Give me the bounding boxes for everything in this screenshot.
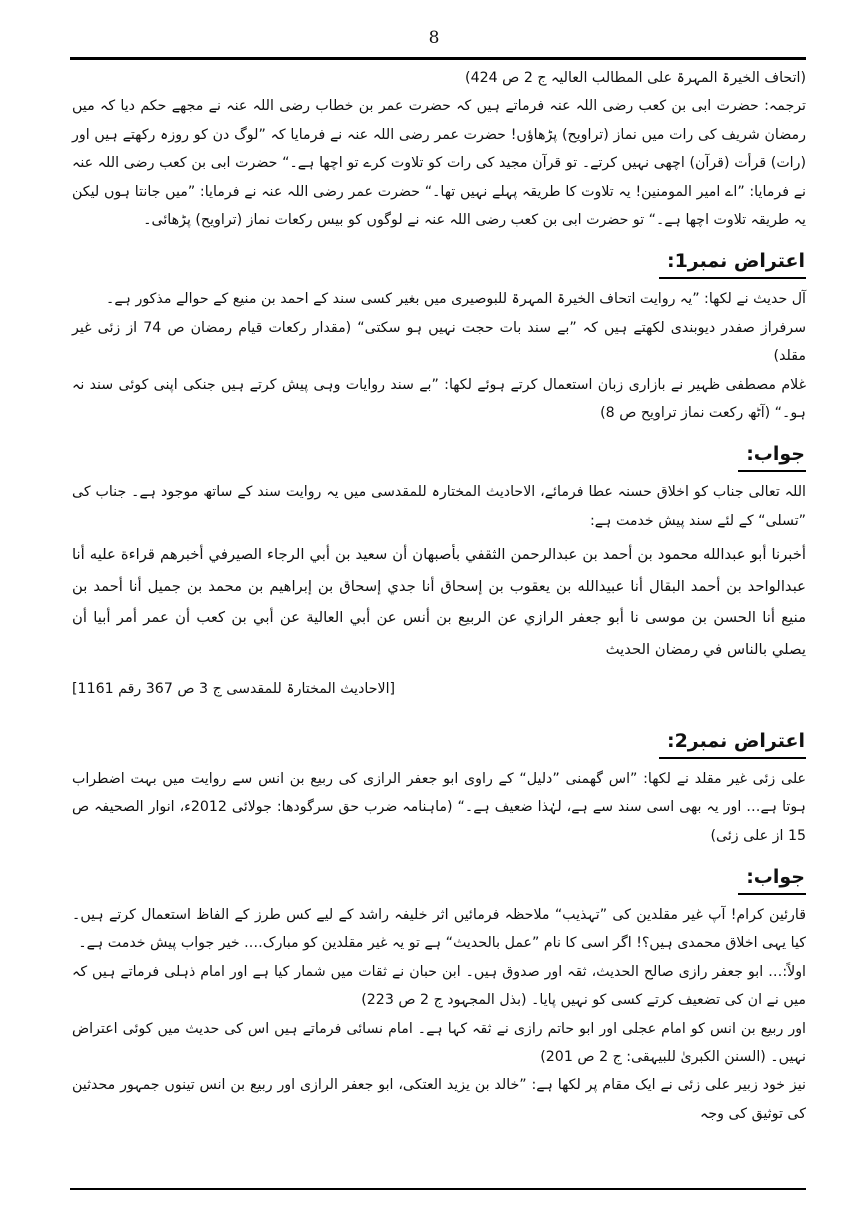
answer-2-paragraph-2: اولاً:… ابو جعفر رازی صالح الحدیث، ثقہ اور صدوق ہیں۔ ابن حبان نے ثقات میں شمار کیا ہے اور امام ذہلی فرماتے ہیں کہ میں نے ان کی تضعیف کرتے کسی کو نہیں پایا۔ (بذل المجہود ج 2 ص 223)	[72, 963, 806, 1009]
answer-2-paragraph-4: نیز خود زبیر علی زئی نے ایک مقام پر لکھا ہے: ”خالد بن یزید العتکی، ابو جعفر الرازی اور ربیع بن انس تینوں جمہور محدثین کی توثیق کی وجہ	[72, 1077, 806, 1122]
objection-1-line-1: آل حدیث نے لکھا: ”یہ روایت اتحاف الخیرۃ المہرۃ للبوصیری میں بغیر کسی سند کے احمد بن منیع کے حوالے مذکور ہے۔	[106, 291, 806, 308]
objection-2-heading: اعتراض نمبر2:	[659, 726, 806, 759]
answer-1-text: اللہ تعالی جناب کو اخلاق حسنہ عطا فرمائے، الاحادیث المختارہ للمقدسی میں یہ روایت سند کے ساتھ موجود ہے۔ جناب کی ”تسلی“ کے لئے سند پیش خدمت ہے:	[72, 484, 806, 529]
header-rule	[70, 57, 806, 60]
answer-2-paragraph-3: اور ربیع بن انس کو امام عجلی اور ابو حاتم رازی نے ثقہ کہا ہے۔ امام نسائی فرماتے ہیں اس کی حدیث میں کوئی اعتراض نہیں۔ (السنن الکبریٰ للبیہقی: ج 2 ص 201)	[72, 1020, 806, 1065]
page-number: 8	[428, 28, 440, 48]
objection-1-line-3: غلام مصطفی ظہیر نے بازاری زبان استعمال کرتے ہوئے لکھا: ”بے سند روایات وہی پیش کرتے ہیں جنکی اپنی کوئی سند نہ ہو۔“ (آٹھ رکعت نماز تراویح ص 8)	[72, 376, 806, 422]
translation-paragraph: ترجمہ: حضرت ابی بن کعب رضی اللہ عنہ فرماتے ہیں کہ حضرت عمر بن خطاب رضی اللہ عنہ نے مجھے حکم دیا کہ میں رمضان شریف کی رات میں نماز (تراویح) پڑھاؤں! حضرت عمر رضی اللہ عنہ نے فرمایا کہ ”لوگ دن کو روزہ رکھتے ہیں اور (رات) قرأت (قرآن) اچھی نہیں کرتے۔ تو قرآن مجید کی رات کو تلاوت کرے تو اچھا ہے۔“ حضرت ابی بن کعب رضی اللہ عنہ نے فرمایا: ”اے امیر المومنین! یہ تلاوت کا طریقہ پہلے نہیں تھا۔“ حضرت عمر رضی اللہ عنہ نے فرمایا: ”میں جانتا ہوں لیکن یہ طریقہ تلاوت اچھا ہے۔“ تو حضرت ابی بن کعب رضی اللہ عنہ نے لوگوں کو بیس رکعات نماز (تراویح) پڑھائی۔	[72, 98, 806, 229]
objection-1-line-2: سرفراز صفدر دیوبندی لکھتے ہیں کہ ”بے سند بات حجت نہیں ہو سکتی“ (مقدار رکعات قیام رمضان ص 74 از زئی غیر مقلد)	[72, 319, 806, 365]
objection-2-text: علی زئی غیر مقلد نے لکھا: ”اس گھمنی ”دلیل“ کے راوی ابو جعفر الرازی کی ربیع بن انس سے روایت میں بہت اضطراب ہوتا ہے… اور یہ بھی اسی سند سے ہے، لہٰذا ضعیف ہے۔“ (ماہنامہ ضرب حق سرگودھا: جولائی 2012ء، انوار الصحیفہ ص 15 از علی زئی)	[72, 770, 806, 844]
answer-2-paragraph-1: قارئین کرام! آپ غیر مقلدین کی ”تہذیب“ ملاحظہ فرمائیں اثر خلیفہ راشد کے لیے کس طرز کے الفاظ استعمال کرتے ہیں۔ کیا یہی اخلاق محمدی ہیں؟! اگر اسی کا نام ”عمل بالحدیث“ ہے تو یہ غیر مقلدین کو مبارک…. خیر جواب پیش خدمت ہے۔	[72, 906, 806, 952]
answer-1-reference: [الاحادیث المختارۃ للمقدسی ج 3 ص 367 رقم 1161]	[72, 681, 396, 698]
objection-1-heading: اعتراض نمبر1:	[659, 246, 806, 279]
page-content	[72, 64, 806, 1128]
source-reference: (اتحاف الخیرۃ المہرۃ علی المطالب العالیہ ج 2 ص 424)	[465, 70, 806, 86]
arabic-isnad: أخبرنا أبو عبدالله محمود بن أحمد بن عبدالرحمن الثقفي بأصبهان أن سعيد بن أبي الرجاء الصيرفي أخبرهم قراءة عليه أنا عبدالواحد بن أحمد البقال أنا عبيدالله بن يعقوب بن إسحاق أنا جدي إسحاق بن إبراهيم بن محمد بن جميل أنا أحمد بن منيع أنا الحسن بن موسى نا أبو جعفر الرازي عن الربيع بن أنس عن أبي العالية عن أبي بن كعب أن عمر أمر أبيا أن يصلي بالناس في رمضان الحديث	[72, 546, 806, 658]
footer-rule	[70, 1188, 806, 1190]
answer-1-heading: جواب:	[738, 439, 806, 472]
answer-2-heading: جواب:	[738, 862, 806, 895]
